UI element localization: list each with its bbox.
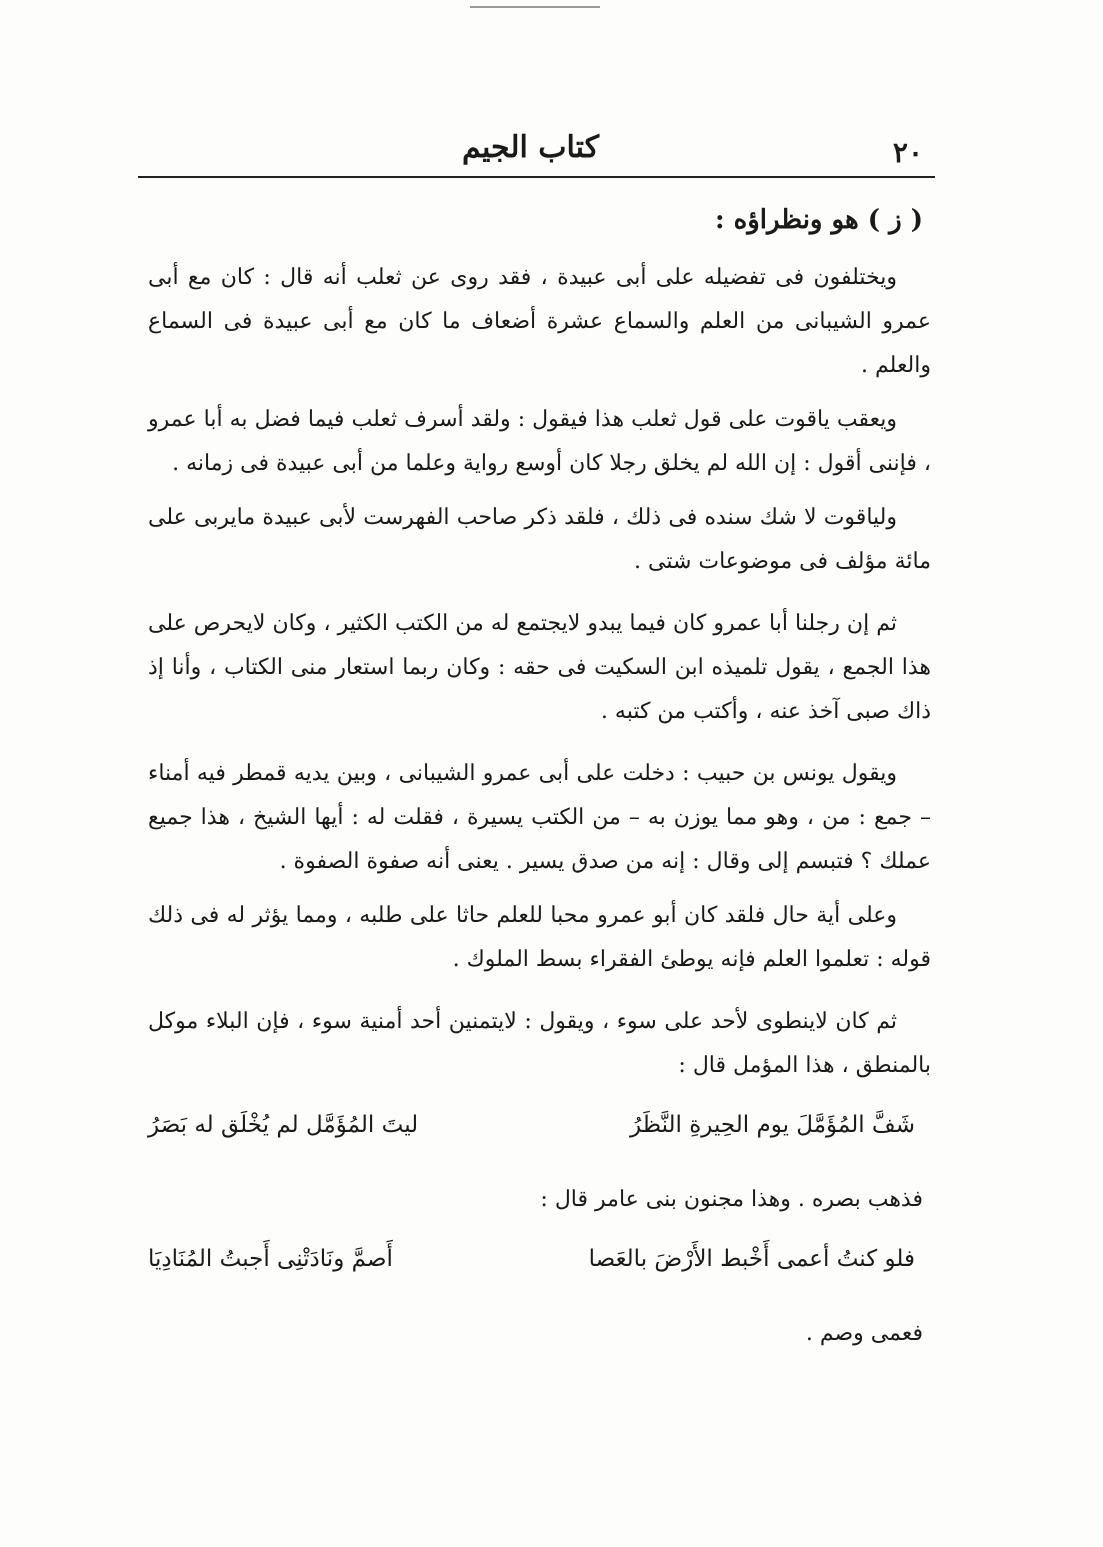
header-rule [138,176,935,178]
running-title: كتاب الجيم [461,130,600,165]
section-heading: ( ز ) هو ونظراؤه : [714,205,923,235]
paragraph: ويختلفون فى تفضيله على أبى عبيدة ، فقد روى عن ثعلب أنه قال : كان مع أبى عمرو الشيبانى من العلم والسماع عشرة أضعاف ما كان مع أبى عبيدة فى السماع والعلم . [148,265,931,378]
poem-verse [148,1102,931,1148]
closing-line: فعمى وصم . [805,1321,923,1346]
paragraph: ثم كان لاينطوى لأحد على سوء ، ويقول : لايتمنين أحد أمنية سوء ، فإن البلاء موكل بالمنطق ، هذا المؤمل قال : [148,1009,931,1078]
paragraph: ويعقب ياقوت على قول ثعلب هذا فيقول : ولقد أسرف ثعلب فيما فضل به أبا عمرو ، فإننى أقول : إن الله لم يخلق رجلا كان أوسع رواية وعلما من أبى عبيدة فى زمانه . [148,407,931,476]
top-edge-mark [470,6,600,8]
verse-second-hemistich: أَصمَّ ونَادَتْنِى أَجبتُ المُنَادِيَا [148,1246,393,1272]
paragraph: ثم إن رجلنا أبا عمرو كان فيما يبدو لايجتمع له من الكتب الكثير ، وكان لايحرص على هذا الجمع ، يقول تلميذه ابن السكيت فى حقه : وكان ربما استعار منى الكتاب ، وأنا إذ ذاك صبى آخذ عنه ، وأكتب من كتبه . [148,611,931,724]
poem-verse [148,1236,931,1282]
paragraph: ولياقوت لا شك سنده فى ذلك ، فلقد ذكر صاحب الفهرست لأبى عبيدة مايربى على مائة مؤلف فى موضوعات شتى . [148,505,931,574]
page-header [138,122,923,172]
paragraph: ويقول يونس بن حبيب : دخلت على أبى عمرو الشيبانى ، وبين يديه قمطر فيه أمناء – جمع : من ، وهو مما يوزن به – من الكتب يسيرة ، فقلت له : أيها الشيخ ، هذا جميع عملك ؟ فتبسم إلى وقال : إنه من صدق يسير . يعنى أنه صفوة الصفوة . [148,761,931,874]
verse-first-hemistich: شَفَّ المُؤَمَّلَ يوم الحِيرةِ النَّظَرُ [630,1112,915,1138]
page-number: ٢٠ [892,136,923,169]
paragraph: فذهب بصره . وهذا مجنون بنى عامر قال : [540,1187,923,1212]
body-text [148,198,931,1366]
verse-second-hemistich: ليتَ المُؤَمَّل لم يُخْلَق له بَصَرُ [148,1112,419,1138]
paragraph: وعلى أية حال فلقد كان أبو عمرو محبا للعلم حاثا على طلبه ، ومما يؤثر له فى ذلك قوله : تعلموا العلم فإنه يوطئ الفقراء بسط الملوك . [148,903,931,972]
verse-first-hemistich: فلو كنتُ أعمى أَخْبط الأَرْضَ بالعَصا [588,1246,915,1272]
